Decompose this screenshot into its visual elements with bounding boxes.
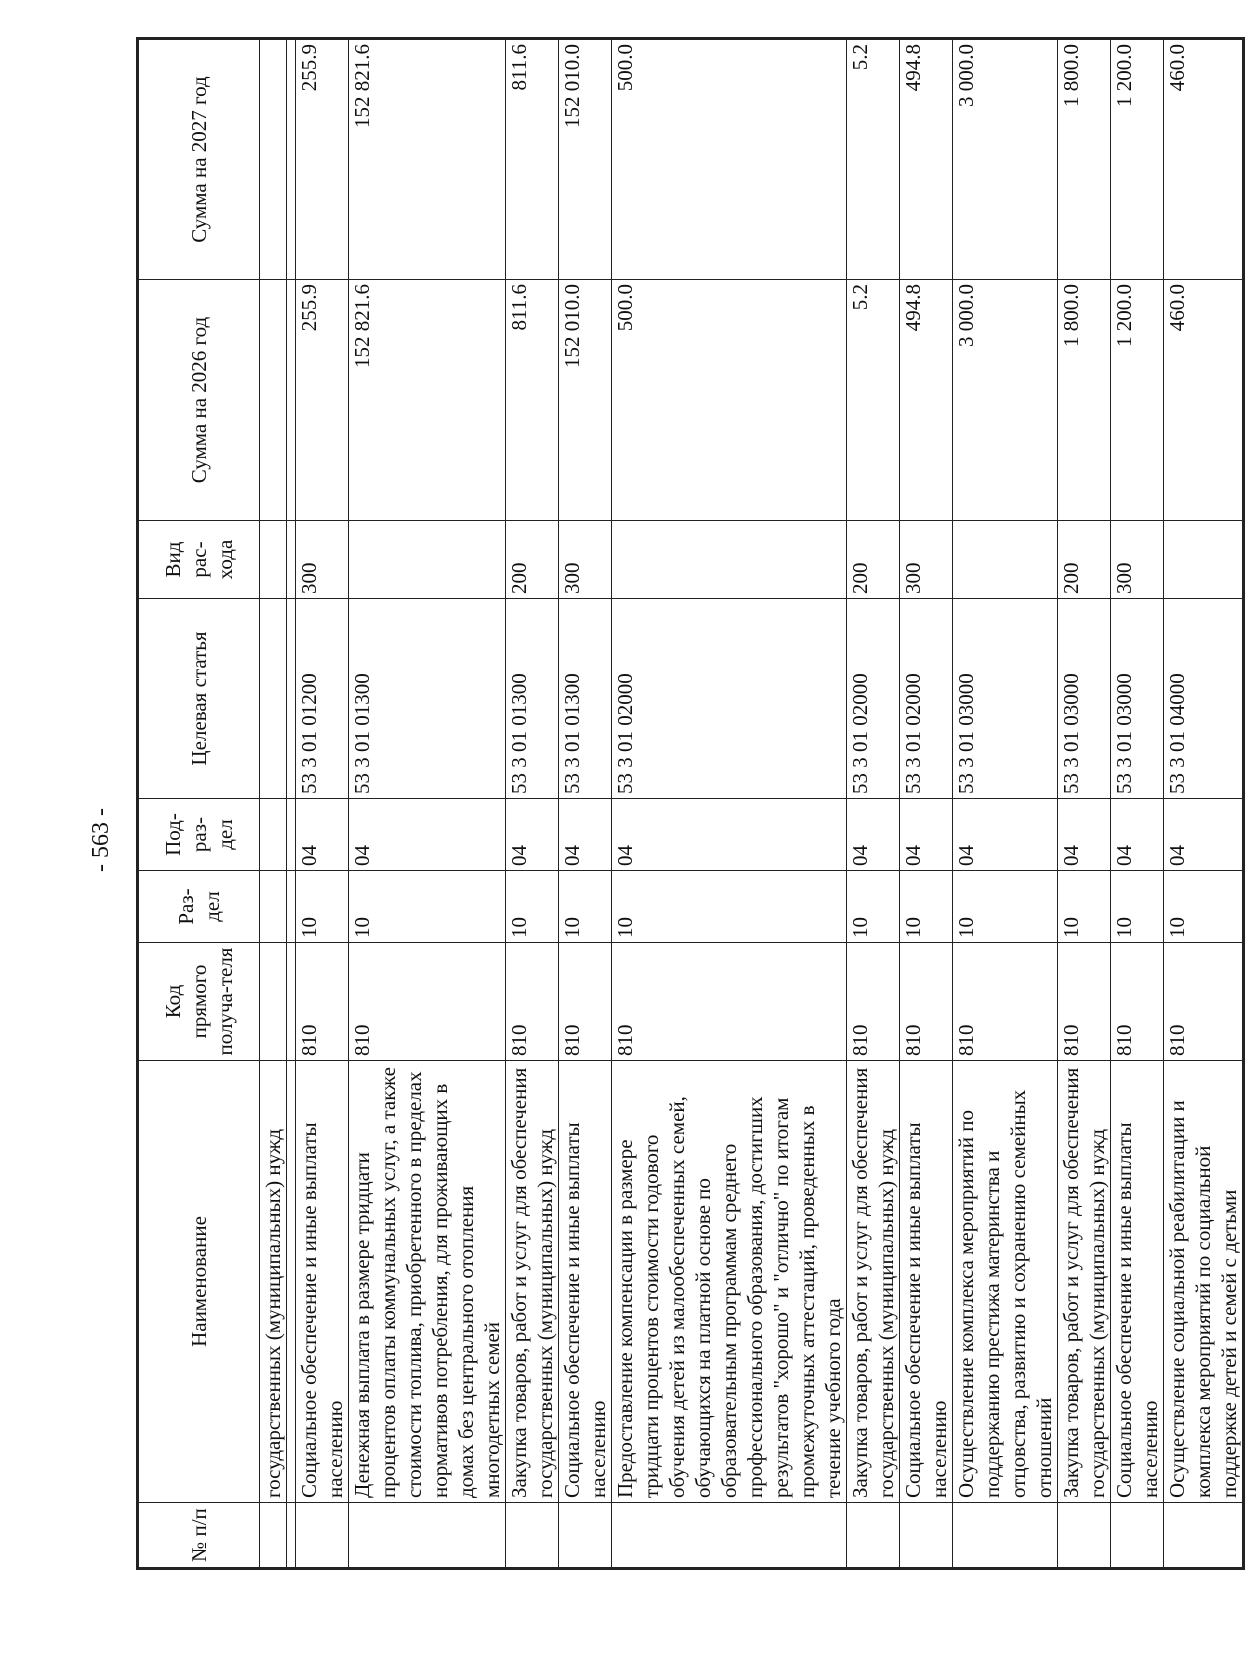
cell-sum-2027: 1 200.0 <box>1111 39 1164 280</box>
cell-target: 53 3 01 03000 <box>1058 599 1111 799</box>
table-header-row <box>138 39 260 1569</box>
cell-subsection: 04 <box>612 799 847 871</box>
cell-name: Денежная выплата в размере тридцати процентов оплаты коммунальных услуг, а также стоимости топлива, приобретенного в пределах нормативов потребления, для проживающих в домах без центрального отопления многодетных семей <box>349 1061 506 1503</box>
cell-recipient <box>260 943 287 1061</box>
cell-subsection: 04 <box>296 799 349 871</box>
cell-name: Осуществление комплекса мероприятий по поддержанию престижа материнства и отцовства, развитию и сохранению семейных отношений <box>953 1061 1058 1503</box>
cell-num <box>847 1503 900 1569</box>
cell-subsection: 04 <box>1164 799 1244 871</box>
table-row <box>296 39 349 1569</box>
cell-section <box>260 871 287 943</box>
cell-section: 10 <box>296 871 349 943</box>
cell-sum-2026: 152 821.6 <box>349 280 506 521</box>
cell-section: 10 <box>349 871 506 943</box>
cell-subsection: 04 <box>1058 799 1111 871</box>
table-row <box>1164 39 1244 1569</box>
cell-name: Социальное обеспечение и иные выплаты населению <box>296 1061 349 1503</box>
cell-target: 53 3 01 02000 <box>612 599 847 799</box>
cell-name: Социальное обеспечение и иные выплаты населению <box>900 1061 953 1503</box>
table-row <box>1058 39 1111 1569</box>
cell-sum-2026: 255.9 <box>296 280 349 521</box>
cell-sum-2027 <box>287 39 296 280</box>
header-num: № п/п <box>138 1503 260 1569</box>
page-number: - 563 - <box>88 808 114 872</box>
cell-section: 10 <box>612 871 847 943</box>
cell-name: Социальное обеспечение и иные выплаты населению <box>1111 1061 1164 1503</box>
cell-num <box>559 1503 612 1569</box>
cell-sum-2026: 5.2 <box>847 280 900 521</box>
cell-expense <box>287 521 296 599</box>
cell-recipient: 810 <box>1164 943 1244 1061</box>
cell-subsection: 04 <box>847 799 900 871</box>
cell-recipient: 810 <box>296 943 349 1061</box>
table-row <box>953 39 1058 1569</box>
cell-sum-2027: 1 800.0 <box>1058 39 1111 280</box>
cell-target: 53 3 01 04000 <box>1164 599 1244 799</box>
cell-sum-2026: 3 000.0 <box>953 280 1058 521</box>
cell-name: Закупка товаров, работ и услуг для обеспечения государственных (муниципальных) нужд <box>506 1061 559 1503</box>
cell-section: 10 <box>1058 871 1111 943</box>
cell-expense <box>349 521 506 599</box>
cell-name <box>287 1061 296 1503</box>
cell-sum-2027: 152 821.6 <box>349 39 506 280</box>
cell-expense: 200 <box>1058 521 1111 599</box>
cell-sum-2026: 1 800.0 <box>1058 280 1111 521</box>
cell-section: 10 <box>559 871 612 943</box>
cell-sum-2026: 152 010.0 <box>559 280 612 521</box>
cell-target: 53 3 01 01300 <box>506 599 559 799</box>
table-row <box>1111 39 1164 1569</box>
cell-section: 10 <box>953 871 1058 943</box>
cell-sum-2027 <box>260 39 287 280</box>
cell-expense: 300 <box>1111 521 1164 599</box>
cell-target: 53 3 01 01200 <box>296 599 349 799</box>
table-row <box>900 39 953 1569</box>
cell-target <box>287 599 296 799</box>
header-subsection: Под-раз-дел <box>138 799 260 871</box>
cell-sum-2027: 500.0 <box>612 39 847 280</box>
cell-recipient <box>287 943 296 1061</box>
cell-subsection: 04 <box>1111 799 1164 871</box>
cell-section <box>287 871 296 943</box>
header-recipient: Код прямого получа-теля <box>138 943 260 1061</box>
table-row <box>612 39 847 1569</box>
cell-target: 53 3 01 02000 <box>900 599 953 799</box>
cell-recipient: 810 <box>847 943 900 1061</box>
cell-recipient: 810 <box>900 943 953 1061</box>
cell-section: 10 <box>1111 871 1164 943</box>
cell-recipient: 810 <box>1058 943 1111 1061</box>
cell-num <box>287 1503 296 1569</box>
cell-sum-2027: 152 010.0 <box>559 39 612 280</box>
cell-recipient: 810 <box>1111 943 1164 1061</box>
cell-num <box>506 1503 559 1569</box>
cell-num <box>953 1503 1058 1569</box>
cell-sum-2026: 500.0 <box>612 280 847 521</box>
table-row <box>287 39 296 1569</box>
cell-subsection: 04 <box>559 799 612 871</box>
cell-expense <box>612 521 847 599</box>
table-row <box>506 39 559 1569</box>
cell-subsection: 04 <box>506 799 559 871</box>
cell-expense: 200 <box>847 521 900 599</box>
cell-recipient: 810 <box>953 943 1058 1061</box>
cell-expense: 300 <box>900 521 953 599</box>
table-row <box>349 39 506 1569</box>
cell-expense: 300 <box>559 521 612 599</box>
cell-sum-2027: 460.0 <box>1164 39 1244 280</box>
cell-num <box>349 1503 506 1569</box>
cell-sum-2026: 460.0 <box>1164 280 1244 521</box>
cell-subsection: 04 <box>953 799 1058 871</box>
cell-section: 10 <box>1164 871 1244 943</box>
header-sum-2027: Сумма на 2027 год <box>138 39 260 280</box>
cell-expense <box>1164 521 1244 599</box>
cell-recipient: 810 <box>349 943 506 1061</box>
cell-name: Предоставление компенсации в размере тридцати процентов стоимости годового обучения детей из малообеспеченных семей, обучающихся на платной основе по образовательным программам среднего профессионального образования, достигших результатов "хорошо" и "отлично" по итогам промежуточных аттестаций, проведенных в течение учебного года <box>612 1061 847 1503</box>
cell-num <box>1164 1503 1244 1569</box>
cell-name: Закупка товаров, работ и услуг для обеспечения государственных (муниципальных) нужд <box>1058 1061 1111 1503</box>
table-row <box>559 39 612 1569</box>
cell-sum-2027: 494.8 <box>900 39 953 280</box>
cell-target: 53 3 01 01300 <box>349 599 506 799</box>
cell-recipient: 810 <box>612 943 847 1061</box>
cell-num <box>260 1503 287 1569</box>
cell-subsection <box>287 799 296 871</box>
cell-subsection <box>260 799 287 871</box>
cell-expense: 200 <box>506 521 559 599</box>
cell-sum-2027: 255.9 <box>296 39 349 280</box>
cell-target <box>260 599 287 799</box>
header-section: Раз-дел <box>138 871 260 943</box>
table-row <box>847 39 900 1569</box>
cell-name: Осуществление социальной реабилитации и комплекса мероприятий по социальной поддержке детей и семей с детьми <box>1164 1061 1244 1503</box>
header-target: Целевая статья <box>138 599 260 799</box>
cell-num <box>900 1503 953 1569</box>
cell-recipient: 810 <box>506 943 559 1061</box>
header-name: Наименование <box>138 1061 260 1503</box>
budget-table <box>136 37 1245 1570</box>
cell-recipient: 810 <box>559 943 612 1061</box>
cell-sum-2027: 811.6 <box>506 39 559 280</box>
table-row <box>260 39 287 1569</box>
cell-num <box>1111 1503 1164 1569</box>
cell-name: Социальное обеспечение и иные выплаты населению <box>559 1061 612 1503</box>
cell-target: 53 3 01 03000 <box>953 599 1058 799</box>
cell-num <box>296 1503 349 1569</box>
cell-sum-2027: 5.2 <box>847 39 900 280</box>
cell-name: Закупка товаров, работ и услуг для обеспечения государственных (муниципальных) нужд <box>847 1061 900 1503</box>
cell-section: 10 <box>900 871 953 943</box>
cell-sum-2026 <box>260 280 287 521</box>
cell-section: 10 <box>506 871 559 943</box>
cell-expense: 300 <box>296 521 349 599</box>
cell-num <box>612 1503 847 1569</box>
cell-target: 53 3 01 03000 <box>1111 599 1164 799</box>
cell-sum-2026: 1 200.0 <box>1111 280 1164 521</box>
cell-sum-2026: 494.8 <box>900 280 953 521</box>
header-sum-2026: Сумма на 2026 год <box>138 280 260 521</box>
cell-expense <box>260 521 287 599</box>
header-expense: Вид рас-хода <box>138 521 260 599</box>
cell-name: государственных (муниципальных) нужд <box>260 1061 287 1503</box>
cell-section: 10 <box>847 871 900 943</box>
cell-target: 53 3 01 02000 <box>847 599 900 799</box>
cell-target: 53 3 01 01300 <box>559 599 612 799</box>
cell-sum-2026: 811.6 <box>506 280 559 521</box>
cell-expense <box>953 521 1058 599</box>
cell-sum-2027: 3 000.0 <box>953 39 1058 280</box>
cell-subsection: 04 <box>900 799 953 871</box>
cell-num <box>1058 1503 1111 1569</box>
cell-subsection: 04 <box>349 799 506 871</box>
cell-sum-2026 <box>287 280 296 521</box>
